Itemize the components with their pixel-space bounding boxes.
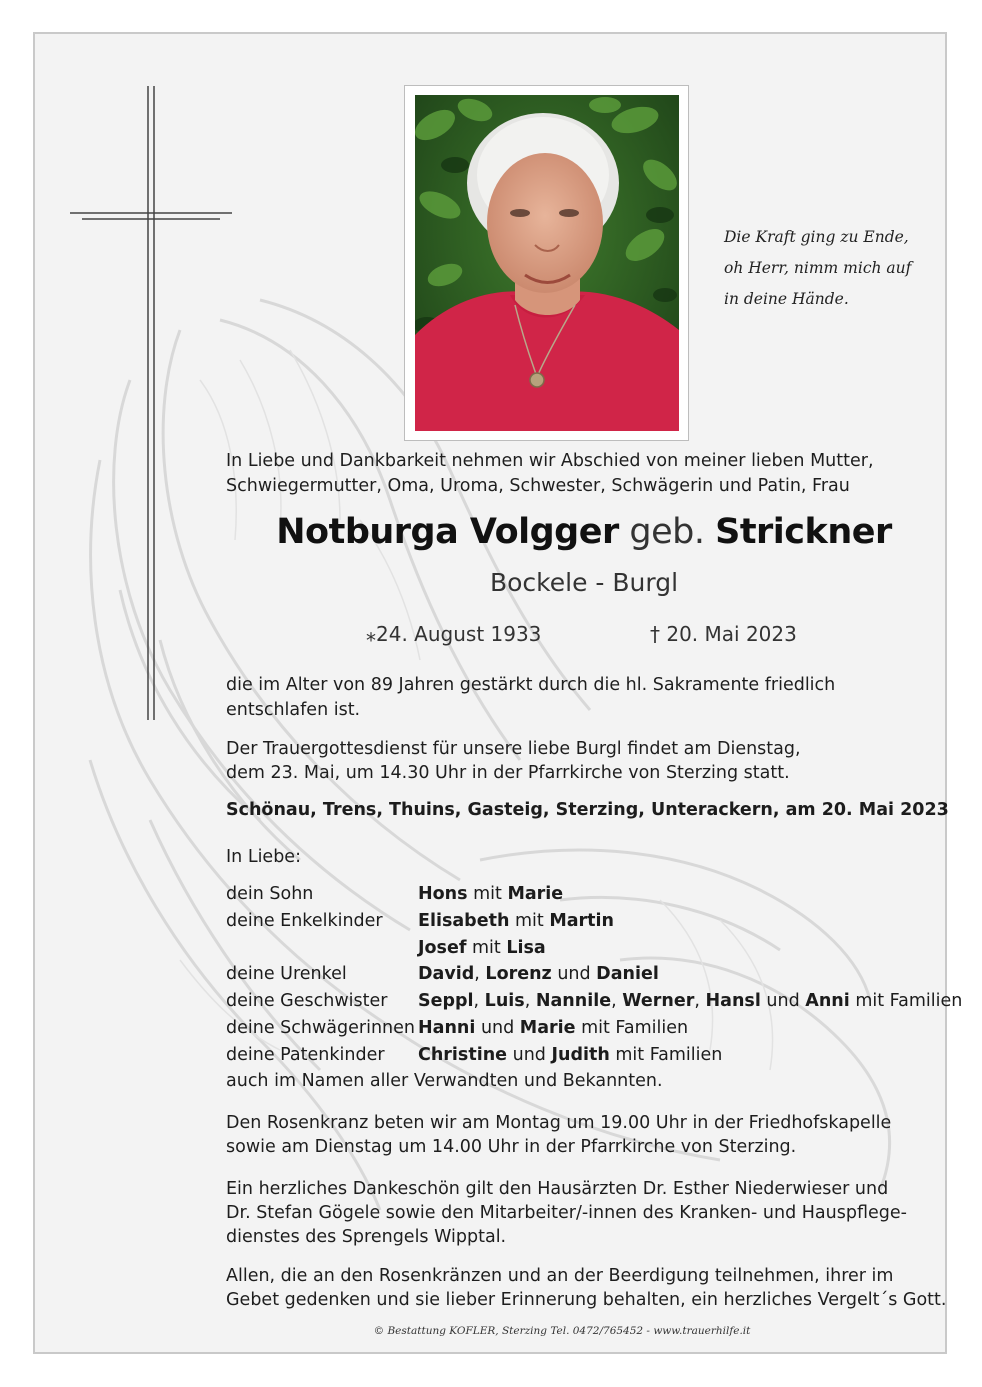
mourner-names — [418, 1015, 688, 1042]
mourner-connector: mit — [509, 910, 550, 931]
quote-line: oh Herr, nimm mich auf — [724, 259, 912, 277]
in-love-label: In Liebe: — [226, 847, 301, 867]
rosary-text: sowie am Dienstag um 14.00 Uhr in der Pfarrkirche von Sterzing. — [226, 1137, 797, 1157]
relatives-line: auch im Namen aller Verwandten und Bekannten. — [226, 1071, 663, 1091]
mourner-relation: dein Sohn — [226, 884, 314, 904]
mourner-name: Werner — [622, 991, 695, 1012]
thanks-text: Dr. Stefan Gögele sowie den Mitarbeiter/-innen des Kranken- und Hauspflege- — [226, 1203, 907, 1223]
mourner-name: Hons — [418, 884, 468, 904]
mourner-name: Lorenz — [485, 964, 552, 985]
mourner-connector: und — [760, 991, 806, 1012]
mourner-connector: mit — [466, 937, 507, 958]
age-text: die im Alter von 89 Jahren gestärkt durch die hl. Sakramente friedlich — [226, 675, 836, 695]
portrait-photo — [415, 95, 679, 431]
intro-line: Schwiegermutter, Oma, Uroma, Schwester, Schwägerin und Patin, Frau — [226, 476, 850, 496]
mourner-names — [418, 908, 614, 935]
mourner-names — [418, 935, 546, 962]
mourner-name: Lisa — [506, 937, 546, 958]
deceased-nickname: Bockele - Burgl — [489, 568, 679, 597]
mourner-connector: , — [473, 991, 485, 1012]
mourner-relation: deine Urenkel — [226, 964, 347, 985]
mourner-name: Hanni — [418, 1018, 476, 1038]
age-text: entschlafen ist. — [226, 700, 361, 720]
mourner-name: Judith — [551, 1044, 610, 1065]
mourner-name: Hansl — [705, 991, 761, 1012]
mourner-connector: mit — [467, 884, 508, 904]
deceased-name — [0, 512, 982, 552]
thanks-text: dienstes des Sprengels Wipptal. — [226, 1227, 507, 1247]
mourner-connector: und — [551, 964, 597, 985]
service-text: dem 23. Mai, um 14.30 Uhr in der Pfarrkirche von Sterzing statt. — [226, 763, 790, 783]
death-date: † 20. Mai 2023 — [650, 622, 797, 646]
born-prefix: geb. — [629, 512, 705, 552]
mourner-name: Josef — [418, 937, 467, 958]
mourner-relation: deine Schwägerinnen — [226, 1018, 415, 1038]
mourner-name: David — [418, 964, 475, 985]
mourner-connector: , — [474, 964, 486, 985]
mourner-relation: deine Enkelkinder — [226, 910, 383, 931]
mourner-connector: , — [524, 991, 536, 1012]
mourner-name: Marie — [519, 1018, 576, 1038]
mourner-connector: , — [611, 991, 623, 1012]
mourner-connector: und — [507, 1044, 552, 1065]
deceased-first-name: Notburga Volgger — [276, 512, 619, 552]
mourner-name: Marie — [507, 884, 564, 904]
closing-text: Allen, die an den Rosenkränzen und an der Beerdigung teilnehmen, ihrer im — [226, 1266, 894, 1286]
mourner-name: Daniel — [596, 964, 659, 985]
mourner-connector: , — [694, 991, 706, 1012]
mourner-name: Elisabeth — [418, 910, 510, 931]
mourner-relation: deine Patenkinder — [226, 1044, 385, 1065]
mourner-names — [418, 988, 962, 1015]
quote — [724, 222, 924, 315]
mourner-names — [418, 881, 563, 908]
cross-icon — [70, 86, 232, 720]
quote-line: in deine Hände. — [724, 290, 849, 308]
mourner-connector: mit Familien — [575, 1018, 689, 1038]
mourner-connector: mit Familien — [849, 991, 963, 1012]
mourner-name: Anni — [805, 991, 850, 1012]
closing-text: Gebet gedenken und sie lieber Erinnerung behalten, ein herzliches Vergelt´s Gott. — [226, 1290, 947, 1310]
mourner-name: Luis — [484, 991, 525, 1012]
service-text: Der Trauergottesdienst für unsere liebe Burgl findet am Dienstag, — [226, 739, 801, 759]
undertaker-footer: © Bestattung KOFLER, Sterzing Tel. 0472/765452 - www.trauerhilfe.it — [373, 1325, 751, 1337]
mourner-name: Martin — [549, 910, 614, 931]
thanks-text: Ein herzliches Dankeschön gilt den Hausärzten Dr. Esther Niederwieser und — [226, 1179, 889, 1199]
mourner-connector: mit Familien — [609, 1044, 723, 1065]
mourner-names — [418, 1042, 722, 1069]
intro-line: In Liebe und Dankbarkeit nehmen wir Abschied von meiner lieben Mutter, — [226, 451, 874, 471]
mourner-relation: deine Geschwister — [226, 991, 388, 1012]
quote-line: Die Kraft ging zu Ende, — [724, 228, 909, 246]
birth-date: ⁎24. August 1933 — [366, 622, 542, 646]
deceased-maiden-name: Strickner — [715, 512, 892, 552]
places-and-date: Schönau, Trens, Thuins, Gasteig, Sterzing, Unterackern, am 20. Mai 2023 — [226, 800, 949, 820]
mourner-name: Christine — [418, 1044, 508, 1065]
mourner-name: Nannile — [535, 991, 612, 1012]
rosary-text: Den Rosenkranz beten wir am Montag um 19.00 Uhr in der Friedhofskapelle — [226, 1113, 892, 1133]
mourner-names — [418, 961, 659, 988]
mourner-connector: und — [475, 1018, 520, 1038]
mourner-name: Seppl — [418, 991, 474, 1012]
